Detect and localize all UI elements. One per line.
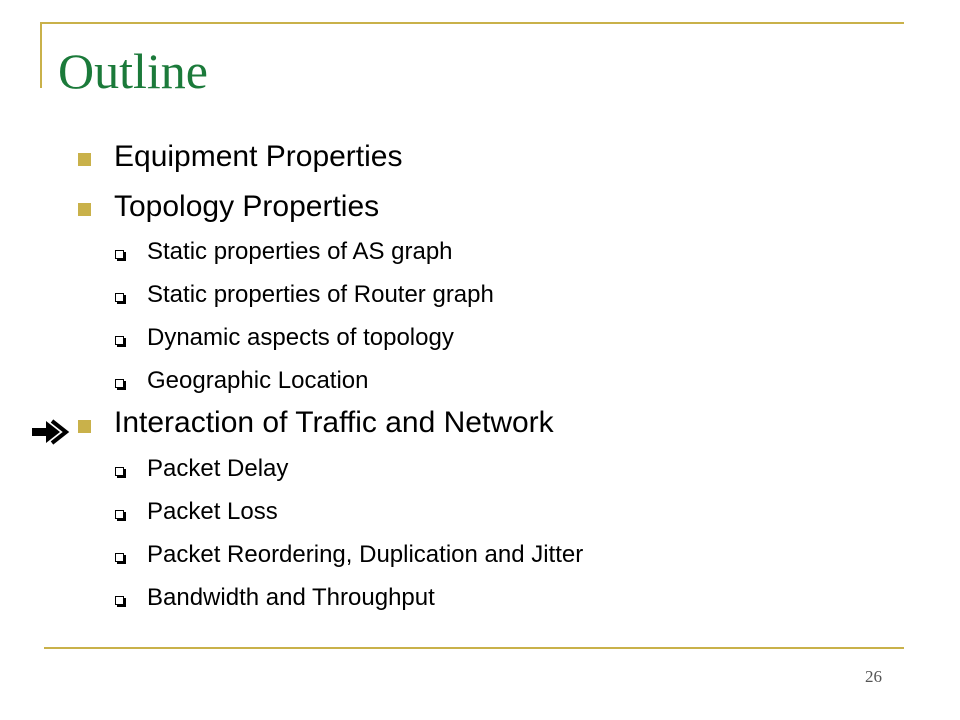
page-number: 26 bbox=[865, 667, 882, 686]
list-item: Bandwidth and Throughput bbox=[147, 584, 435, 611]
bullet-box bbox=[115, 379, 124, 388]
slide-title: Outline bbox=[58, 43, 208, 99]
bullet-box bbox=[115, 336, 124, 345]
bullet-square bbox=[78, 153, 91, 166]
right-arrow-icon bbox=[30, 418, 70, 446]
frame-bottom-line bbox=[44, 647, 904, 649]
bullet-box bbox=[115, 250, 124, 259]
list-item: Static properties of Router graph bbox=[147, 281, 494, 308]
list-item: Topology Properties bbox=[114, 190, 380, 223]
list-item: Equipment Properties bbox=[114, 140, 403, 173]
bullet-box bbox=[115, 510, 124, 519]
bullet-square bbox=[78, 420, 91, 433]
bullet-box bbox=[115, 596, 124, 605]
bullet-box bbox=[115, 467, 124, 476]
list-item-current: Interaction of Traffic and Network bbox=[114, 406, 554, 439]
list-item: Packet Reordering, Duplication and Jitter bbox=[147, 541, 584, 568]
bullet-square bbox=[78, 203, 91, 216]
list-item: Packet Delay bbox=[147, 455, 289, 482]
list-item: Static properties of AS graph bbox=[147, 238, 453, 265]
list-item: Geographic Location bbox=[147, 367, 369, 394]
bullet-box bbox=[115, 553, 124, 562]
list-item: Packet Loss bbox=[147, 498, 278, 525]
list-item: Dynamic aspects of topology bbox=[147, 324, 454, 351]
frame-left-line bbox=[40, 22, 42, 88]
bullet-box bbox=[115, 293, 124, 302]
frame-top-line bbox=[41, 22, 904, 24]
